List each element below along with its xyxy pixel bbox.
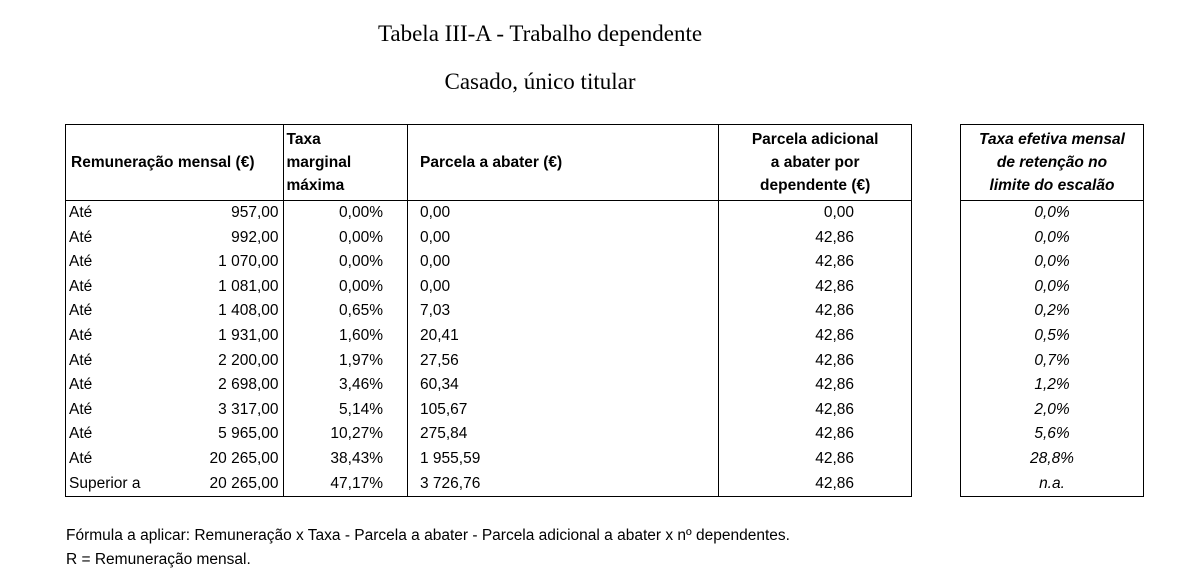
cell-efetiva: 0,0% xyxy=(1034,253,1070,271)
cell-remuneracao: 5 965,00 xyxy=(150,422,283,447)
cell-remuneracao: 1 408,00 xyxy=(150,299,283,324)
cell-efetiva: 0,0% xyxy=(1034,204,1070,221)
cell-prefix: Até xyxy=(69,326,93,344)
cell-remuneracao: 992,00 xyxy=(150,226,283,251)
table-row xyxy=(961,324,1144,349)
cell-prefix: Até xyxy=(69,228,93,246)
cell-prefix: Até xyxy=(69,351,93,369)
cell-prefix: Até xyxy=(69,302,93,320)
header-taxa-line2: marginal xyxy=(286,154,352,171)
cell-parcela: 27,56 xyxy=(408,349,719,374)
table-row xyxy=(66,201,912,226)
cell-taxa: 0,00% xyxy=(283,275,407,300)
table-row xyxy=(961,472,1144,497)
cell-dependente: 42,86 xyxy=(815,474,854,492)
table-row xyxy=(961,299,1144,324)
cell-efetiva: 0,2% xyxy=(1034,302,1070,320)
cell-remuneracao: 20 265,00 xyxy=(150,447,283,472)
cell-prefix: Superior a xyxy=(69,474,141,492)
table-subtitle: Casado, único titular xyxy=(444,69,636,94)
table-row xyxy=(66,299,912,324)
cell-remuneracao: 2 200,00 xyxy=(150,349,283,374)
cell-taxa: 3,46% xyxy=(283,373,407,398)
cell-taxa: 1,60% xyxy=(283,324,407,349)
cell-efetiva: 2,0% xyxy=(1034,400,1070,418)
header-parcela: Parcela a abater (€) xyxy=(408,125,719,201)
header-eff-line1: Taxa efetiva mensal xyxy=(979,131,1125,148)
cell-prefix: Até xyxy=(69,400,93,418)
cell-efetiva: 1,2% xyxy=(1034,376,1070,394)
cell-dependente: 42,86 xyxy=(815,326,854,344)
table-row xyxy=(961,250,1144,275)
cell-efetiva: 0,0% xyxy=(1034,277,1070,295)
cell-efetiva: 0,0% xyxy=(1034,228,1070,246)
table-row xyxy=(66,398,912,423)
table-row xyxy=(66,447,912,472)
table-row xyxy=(66,472,912,497)
cell-dependente: 42,86 xyxy=(815,400,854,418)
cell-taxa: 5,14% xyxy=(283,398,407,423)
table-title: Tabela III-A - Trabalho dependente xyxy=(377,21,703,46)
table-row xyxy=(66,275,912,300)
header-remuneracao: Remuneração mensal (€) xyxy=(66,125,284,201)
cell-remuneracao: 957,00 xyxy=(150,201,283,226)
header-eff-line2: de retenção no xyxy=(996,154,1108,171)
cell-taxa: 1,97% xyxy=(283,349,407,374)
cell-taxa: 0,00% xyxy=(283,226,407,251)
cell-taxa: 47,17% xyxy=(283,472,407,497)
cell-remuneracao: 3 317,00 xyxy=(150,398,283,423)
cell-taxa: 38,43% xyxy=(283,447,407,472)
header-taxa xyxy=(283,125,407,201)
table-row xyxy=(961,226,1144,251)
header-dep-line2: a abater por xyxy=(770,154,860,171)
cell-taxa: 0,00% xyxy=(283,201,407,226)
cell-parcela: 60,34 xyxy=(408,373,719,398)
table-row xyxy=(961,275,1144,300)
cell-dependente: 42,86 xyxy=(815,277,854,295)
cell-parcela: 7,03 xyxy=(408,299,719,324)
cell-parcela: 20,41 xyxy=(408,324,719,349)
cell-prefix: Até xyxy=(69,449,93,467)
table-row xyxy=(66,324,912,349)
table-row xyxy=(66,422,912,447)
table-row xyxy=(961,349,1144,374)
cell-remuneracao: 1 931,00 xyxy=(150,324,283,349)
header-dep-line3: dependente (€) xyxy=(760,177,871,194)
cell-remuneracao: 1 070,00 xyxy=(150,250,283,275)
cell-prefix: Até xyxy=(69,277,93,295)
table-row xyxy=(961,201,1144,226)
cell-remuneracao: 20 265,00 xyxy=(150,472,283,497)
cell-dependente: 42,86 xyxy=(815,425,854,443)
cell-efetiva: n.a. xyxy=(1039,474,1065,492)
cell-dependente: 42,86 xyxy=(815,376,854,394)
legend-note: R = Remuneração mensal. xyxy=(66,551,251,568)
cell-efetiva: 0,7% xyxy=(1034,351,1070,369)
cell-dependente: 42,86 xyxy=(815,253,854,271)
cell-dependente: 42,86 xyxy=(815,351,854,369)
cell-dependente: 42,86 xyxy=(815,449,854,467)
cell-taxa: 0,00% xyxy=(283,250,407,275)
header-dependente xyxy=(719,125,912,201)
table-row xyxy=(66,226,912,251)
header-dep-line1: Parcela adicional xyxy=(751,131,879,148)
cell-prefix: Até xyxy=(69,376,93,394)
formula-note: Fórmula a aplicar: Remuneração x Taxa - Parcela a abater - Parcela adicional a abater x nº dependentes. xyxy=(66,527,790,544)
table-row xyxy=(66,250,912,275)
cell-parcela: 3 726,76 xyxy=(408,472,719,497)
cell-dependente: 42,86 xyxy=(815,228,854,246)
cell-efetiva: 28,8% xyxy=(1030,449,1074,467)
header-taxa-line1: Taxa xyxy=(286,131,321,148)
cell-remuneracao: 2 698,00 xyxy=(150,373,283,398)
table-row xyxy=(961,422,1144,447)
cell-efetiva: 0,5% xyxy=(1034,326,1070,344)
table-row xyxy=(961,373,1144,398)
effective-rate-table xyxy=(960,124,1144,497)
cell-dependente: 0,00 xyxy=(823,204,854,221)
table-row xyxy=(66,373,912,398)
cell-prefix: Até xyxy=(69,425,93,443)
cell-prefix: Até xyxy=(69,253,93,271)
table-row xyxy=(961,398,1144,423)
cell-parcela: 1 955,59 xyxy=(408,447,719,472)
withholding-table xyxy=(65,124,912,497)
cell-prefix: Até xyxy=(69,204,93,221)
header-eff-line3: limite do escalão xyxy=(989,177,1115,194)
cell-remuneracao: 1 081,00 xyxy=(150,275,283,300)
cell-dependente: 42,86 xyxy=(815,302,854,320)
cell-parcela: 0,00 xyxy=(408,226,719,251)
cell-parcela: 0,00 xyxy=(408,250,719,275)
cell-parcela: 105,67 xyxy=(408,398,719,423)
cell-parcela: 0,00 xyxy=(408,201,719,226)
header-efetiva xyxy=(961,125,1144,201)
table-row xyxy=(961,447,1144,472)
header-taxa-line3: máxima xyxy=(286,177,345,194)
cell-parcela: 275,84 xyxy=(408,422,719,447)
cell-taxa: 10,27% xyxy=(283,422,407,447)
cell-taxa: 0,65% xyxy=(283,299,407,324)
table-row xyxy=(66,349,912,374)
cell-efetiva: 5,6% xyxy=(1034,425,1070,443)
cell-parcela: 0,00 xyxy=(408,275,719,300)
